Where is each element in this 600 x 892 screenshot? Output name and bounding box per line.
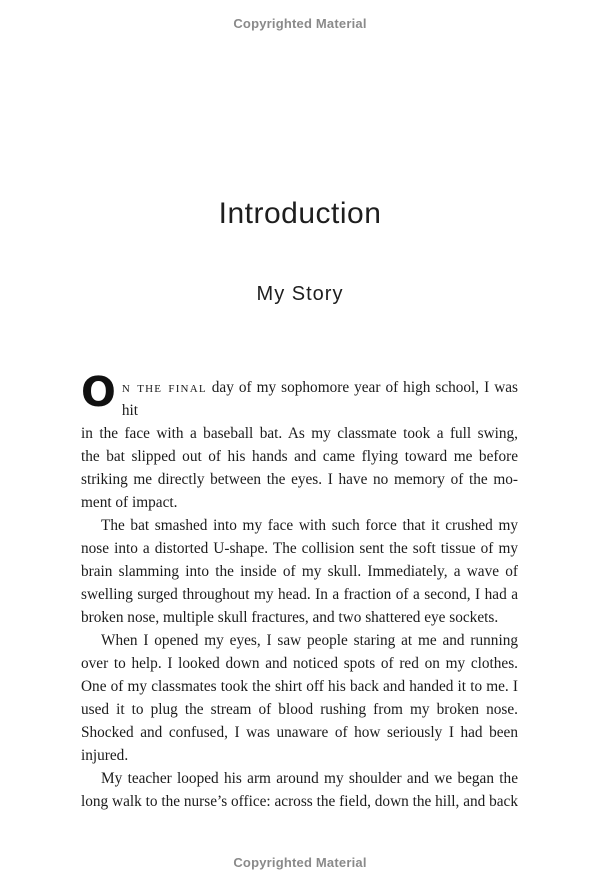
text-line: Shocked and confused, I was unaware of how seriously I had been bbox=[81, 724, 518, 741]
drop-cap: O bbox=[81, 368, 116, 416]
chapter-subtitle: My Story bbox=[256, 283, 344, 305]
text-line: brain slamming into the inside of my skull. Immediately, a wave of bbox=[81, 563, 518, 580]
text-line: striking me directly between the eyes. I have no memory of the mo- bbox=[81, 471, 518, 488]
text-line: nose into a distorted U-shape. The collision sent the soft tissue of my bbox=[81, 540, 518, 557]
text-line: When I opened my eyes, I saw people staring at me and running bbox=[101, 632, 518, 649]
text-line: ment of impact. bbox=[81, 494, 178, 511]
text-line: long walk to the nurse’s office: across the field, down the hill, and back bbox=[81, 793, 518, 810]
text-line: in the face with a baseball bat. As my classmate took a full swing, bbox=[81, 425, 518, 442]
text-line-rest: day of my sophomore year of high school, I was hit bbox=[121, 379, 519, 419]
chapter-title: Introduction bbox=[218, 197, 382, 230]
text-line: the bat slipped out of his hands and came flying toward me before bbox=[81, 448, 518, 465]
text-line: swelling surged throughout my head. In a fraction of a second, I had a bbox=[81, 586, 518, 603]
text-line: One of my classmates took the shirt off his back and handed it to me. I bbox=[81, 678, 518, 695]
copyright-watermark-top: Copyrighted Material bbox=[233, 16, 367, 31]
paragraph bbox=[81, 514, 518, 629]
text-line: The bat smashed into my face with such force that it crushed my bbox=[101, 517, 518, 534]
text-line: used it to plug the stream of blood rushing from my broken nose. bbox=[81, 701, 518, 718]
copyright-watermark-bottom: Copyrighted Material bbox=[233, 855, 367, 870]
paragraph bbox=[81, 368, 519, 514]
body-text bbox=[81, 368, 519, 813]
paragraph bbox=[81, 629, 518, 767]
text-line: injured. bbox=[81, 747, 129, 764]
text-line bbox=[81, 368, 519, 422]
small-caps-lead: n the final bbox=[121, 379, 207, 396]
text-line: over to help. I looked down and noticed spots of red on my clothes. bbox=[81, 655, 518, 672]
paragraph bbox=[81, 767, 518, 813]
text-line: My teacher looped his arm around my shoulder and we began the bbox=[101, 770, 518, 787]
text-line: broken nose, multiple skull fractures, and two shattered eye sockets. bbox=[81, 609, 499, 626]
